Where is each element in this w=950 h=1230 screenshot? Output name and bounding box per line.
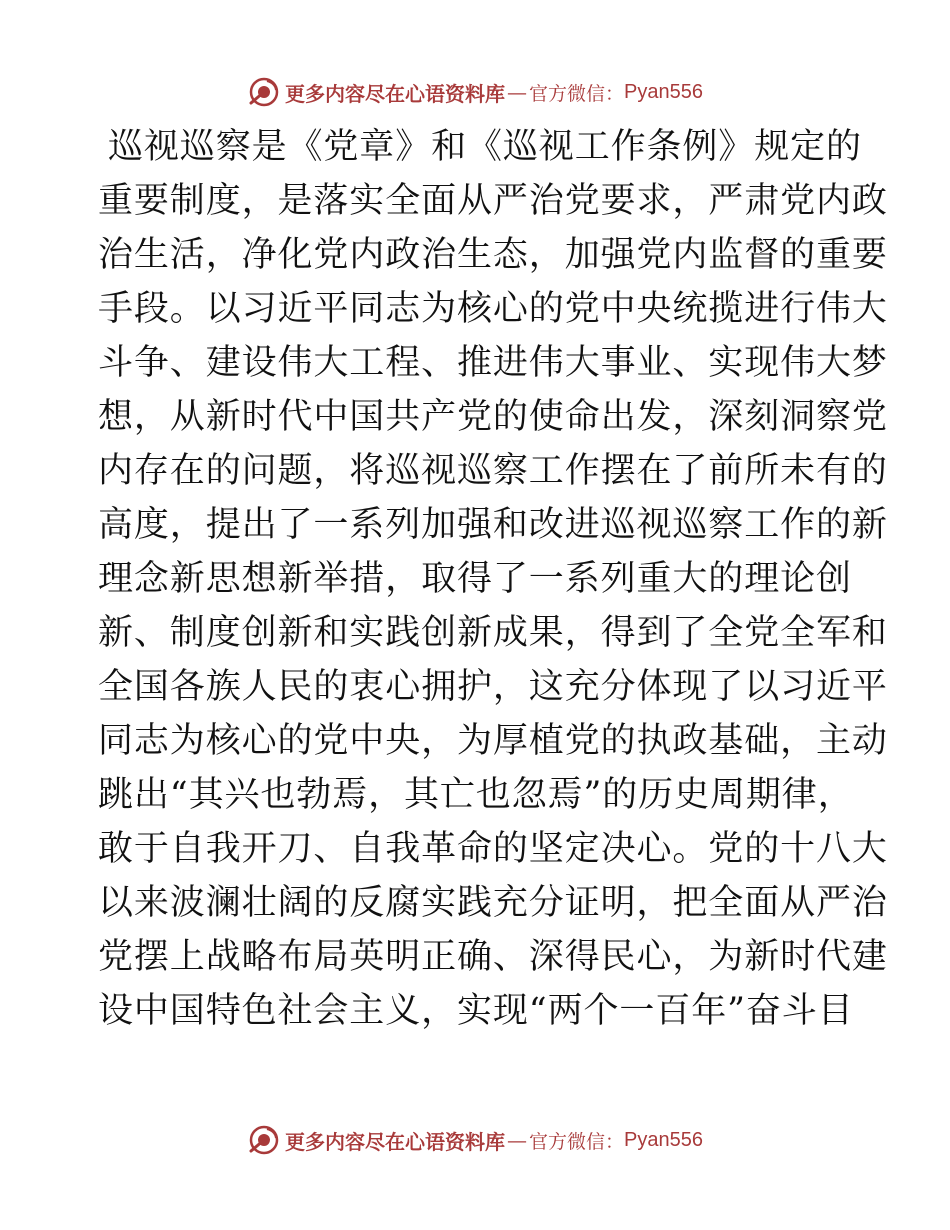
header-slogan: 更多内容尽在心语资料库	[285, 81, 505, 106]
header-wechat-id: Pyan556	[624, 80, 703, 103]
body-line: 想，从新时代中国共产党的使命出发，深刻洞察党	[98, 397, 888, 437]
footer-banner	[0, 1120, 950, 1160]
footer-contact-label: 官方微信：	[529, 1130, 625, 1153]
header-contact-label: 官方微信：	[529, 82, 625, 105]
footer-wechat-id: Pyan556	[624, 1128, 703, 1151]
body-line: 以来波澜壮阔的反腐实践充分证明，把全面从严治	[98, 883, 888, 923]
header-dash: —	[507, 80, 527, 104]
body-line: 新、制度创新和实践创新成果，得到了全党全军和	[98, 613, 888, 653]
body-line: 巡视巡察是《党章》和《巡视工作条例》规定的	[108, 127, 862, 167]
body-line: 手段。以习近平同志为核心的党中央统揽进行伟大	[98, 289, 888, 329]
document-body	[98, 120, 888, 1038]
body-line: 设中国特色社会主义，实现“两个一百年”奋斗目	[98, 991, 854, 1031]
body-line: 重要制度，是落实全面从严治党要求，严肃党内政	[98, 181, 888, 221]
body-line: 党摆上战略布局英明正确、深得民心，为新时代建	[98, 937, 888, 977]
footer-slogan: 更多内容尽在心语资料库	[285, 1129, 505, 1154]
body-line: 高度，提出了一系列加强和改进巡视巡察工作的新	[98, 505, 888, 545]
body-line: 理念新思想新举措，取得了一系列重大的理论创	[98, 559, 852, 599]
body-line: 内存在的问题，将巡视巡察工作摆在了前所未有的	[98, 451, 888, 491]
footer-dash: —	[507, 1128, 527, 1152]
brand-logo-icon	[247, 1123, 281, 1157]
body-line: 全国各族人民的衷心拥护，这充分体现了以习近平	[98, 667, 888, 707]
body-line: 斗争、建设伟大工程、推进伟大事业、实现伟大梦	[98, 343, 888, 383]
body-line: 跳出“其兴也勃焉，其亡也忽焉”的历史周期律，	[98, 775, 854, 815]
brand-logo-icon	[247, 75, 281, 109]
body-line: 治生活，净化党内政治生态，加强党内监督的重要	[98, 235, 888, 275]
body-line: 敢于自我开刀、自我革命的坚定决心。党的十八大	[98, 829, 888, 869]
body-line: 同志为核心的党中央，为厚植党的执政基础，主动	[98, 721, 888, 761]
header-banner	[0, 72, 950, 112]
